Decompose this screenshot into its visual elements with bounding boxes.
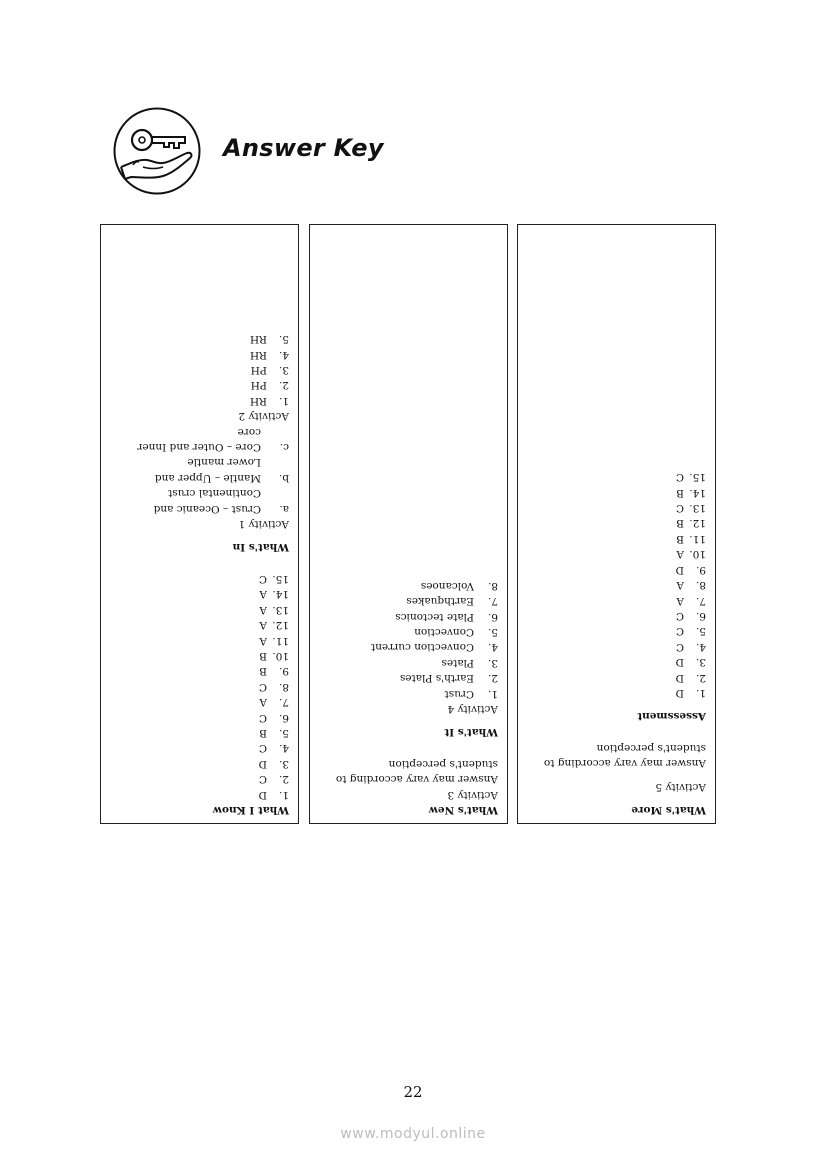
answer-number: 1. bbox=[487, 687, 498, 700]
answer-number: 3. bbox=[278, 364, 289, 377]
answer-number: 7. bbox=[278, 696, 289, 709]
answer-number: 7. bbox=[487, 595, 498, 608]
answer-item bbox=[527, 500, 706, 515]
answer-number: 1. bbox=[695, 686, 706, 699]
answer-value: A bbox=[259, 696, 267, 709]
answer-number: 4. bbox=[695, 640, 706, 653]
answer-number: 2. bbox=[695, 671, 706, 684]
answer-number: 5. bbox=[487, 625, 498, 638]
answer-number: 2. bbox=[487, 672, 498, 685]
answer-number: 9. bbox=[695, 563, 706, 576]
answer-value: B bbox=[676, 486, 684, 499]
answer-value: PH bbox=[250, 364, 267, 377]
answer-item bbox=[110, 632, 289, 647]
answer-item bbox=[527, 685, 706, 700]
answer-item bbox=[319, 654, 498, 669]
answer-value: Crust – Oceanic and Continental crust bbox=[153, 487, 261, 515]
answer-item bbox=[110, 346, 289, 361]
answer-item bbox=[110, 709, 289, 724]
answer-item bbox=[527, 669, 706, 684]
answer-item bbox=[110, 740, 289, 755]
answer-number: 15. bbox=[689, 471, 706, 484]
answer-item bbox=[110, 601, 289, 616]
page-number: 22 bbox=[403, 1083, 423, 1101]
answer-item bbox=[319, 639, 498, 654]
answer-value: D bbox=[675, 686, 684, 699]
answer-value: Earthquakes bbox=[406, 595, 474, 608]
answer-item bbox=[527, 515, 706, 530]
answer-item bbox=[527, 654, 706, 669]
answer-value: A bbox=[676, 594, 684, 607]
answer-item bbox=[110, 678, 289, 693]
answer-number: 3. bbox=[487, 656, 498, 669]
answer-number: 4. bbox=[278, 348, 289, 361]
answer-value: Mantle – Upper and Lower mantle bbox=[154, 456, 261, 484]
answer-value: PH bbox=[250, 379, 267, 392]
section-heading: What's It bbox=[444, 726, 498, 739]
answer-box-whats-more bbox=[517, 224, 716, 824]
answer-item bbox=[110, 771, 289, 786]
answer-value: A bbox=[259, 588, 267, 601]
answer-box-content bbox=[101, 225, 298, 823]
answer-item bbox=[527, 484, 706, 499]
answer-value: C bbox=[675, 471, 684, 484]
answer-text: Answer may vary according to student's perception bbox=[543, 741, 706, 770]
answer-item bbox=[110, 725, 289, 740]
answer-value: B bbox=[259, 665, 267, 678]
activity-label: Activity 2 bbox=[238, 410, 289, 423]
answer-box-whats-new bbox=[309, 224, 508, 824]
answer-letter: c. bbox=[279, 441, 289, 454]
answer-sublist bbox=[110, 423, 289, 515]
answer-value: B bbox=[676, 517, 684, 530]
answer-value: Volcanoes bbox=[420, 579, 474, 592]
answer-number: 2. bbox=[278, 773, 289, 786]
activity-label: Activity 1 bbox=[238, 518, 289, 531]
answer-item bbox=[319, 577, 498, 592]
answer-number: 8. bbox=[487, 579, 498, 592]
answer-number: 1. bbox=[278, 394, 289, 407]
watermark: www.modyul.online bbox=[340, 1126, 486, 1142]
answer-value: D bbox=[258, 788, 267, 801]
answer-value: Plates bbox=[441, 656, 474, 669]
answer-value: A bbox=[259, 603, 267, 616]
answer-number: 2. bbox=[278, 379, 289, 392]
answer-value: Core – Outer and Inner core bbox=[137, 425, 261, 454]
answer-number: 5. bbox=[278, 726, 289, 739]
answer-number: 4. bbox=[487, 641, 498, 654]
answer-value: C bbox=[258, 742, 267, 755]
page-title: Answer Key bbox=[223, 134, 384, 162]
answer-value: C bbox=[258, 711, 267, 724]
answer-number: 6. bbox=[278, 711, 289, 724]
answer-number: 6. bbox=[695, 609, 706, 622]
answer-item bbox=[527, 577, 706, 592]
answer-value: C bbox=[675, 502, 684, 515]
answer-subitem bbox=[110, 423, 289, 454]
answer-subitem bbox=[110, 485, 289, 516]
answer-item bbox=[110, 377, 289, 392]
answer-value: D bbox=[675, 656, 684, 669]
answer-number: 12. bbox=[272, 619, 289, 632]
answer-item bbox=[110, 755, 289, 770]
answer-value: Crust bbox=[444, 687, 474, 700]
answer-number: 13. bbox=[689, 502, 706, 515]
answer-letter: b. bbox=[278, 471, 289, 484]
answer-value: B bbox=[259, 649, 267, 662]
answer-value: Plate tectonics bbox=[395, 610, 474, 623]
answer-number: 3. bbox=[695, 656, 706, 669]
answer-value: C bbox=[258, 680, 267, 693]
answer-item bbox=[110, 694, 289, 709]
answer-number: 10. bbox=[689, 548, 706, 561]
answer-item bbox=[527, 546, 706, 561]
answer-number: 5. bbox=[695, 625, 706, 638]
answer-number: 10. bbox=[272, 649, 289, 662]
section-heading: What's In bbox=[232, 541, 289, 554]
answer-number: 11. bbox=[272, 634, 289, 647]
answer-item bbox=[319, 593, 498, 608]
answer-number: 8. bbox=[695, 579, 706, 592]
answer-item bbox=[319, 685, 498, 700]
answer-value: D bbox=[675, 671, 684, 684]
activity-label: Activity 5 bbox=[655, 780, 706, 793]
answer-value: C bbox=[258, 572, 267, 585]
answer-item bbox=[110, 648, 289, 663]
section-heading: What's New bbox=[428, 804, 498, 816]
answer-box-what-i-know bbox=[100, 224, 299, 824]
section-heading: Assessment bbox=[637, 710, 706, 723]
answer-letter: a. bbox=[279, 502, 289, 515]
answer-item bbox=[110, 617, 289, 632]
answer-number: 5. bbox=[278, 333, 289, 346]
answer-number: 4. bbox=[278, 742, 289, 755]
answer-number: 14. bbox=[689, 486, 706, 499]
answer-item bbox=[110, 663, 289, 678]
answer-value: C bbox=[675, 640, 684, 653]
answer-box-content bbox=[518, 225, 715, 823]
answer-value: A bbox=[676, 579, 684, 592]
answer-number: 6. bbox=[487, 610, 498, 623]
answer-item bbox=[319, 608, 498, 623]
answer-value: A bbox=[676, 548, 684, 561]
answer-number: 12. bbox=[689, 517, 706, 530]
answer-list bbox=[319, 577, 498, 700]
answer-number: 13. bbox=[272, 603, 289, 616]
answer-list bbox=[527, 469, 706, 700]
answer-value: RH bbox=[249, 394, 267, 407]
answer-value: C bbox=[675, 625, 684, 638]
answer-number: 7. bbox=[695, 594, 706, 607]
answer-list bbox=[110, 571, 289, 802]
answer-number: 15. bbox=[272, 572, 289, 585]
answer-value: C bbox=[258, 773, 267, 786]
answer-value: A bbox=[259, 634, 267, 647]
answer-value: C bbox=[675, 609, 684, 622]
answer-value: B bbox=[259, 726, 267, 739]
answer-item bbox=[527, 608, 706, 623]
answer-item bbox=[319, 624, 498, 639]
answer-number: 11. bbox=[689, 532, 706, 545]
answer-item bbox=[110, 586, 289, 601]
answer-value: RH bbox=[249, 348, 267, 361]
answer-value: A bbox=[259, 619, 267, 632]
answer-item bbox=[110, 786, 289, 801]
answer-number: 8. bbox=[278, 680, 289, 693]
answer-item bbox=[527, 592, 706, 607]
answer-item bbox=[527, 531, 706, 546]
activity-label: Activity 3 bbox=[447, 788, 498, 801]
answer-list bbox=[110, 331, 289, 408]
answer-item bbox=[527, 561, 706, 576]
answer-value: RH bbox=[249, 333, 267, 346]
answer-item bbox=[110, 571, 289, 586]
answer-value: Convection bbox=[414, 625, 474, 638]
activity-label: Activity 4 bbox=[447, 702, 498, 715]
answer-value: D bbox=[258, 757, 267, 770]
answer-item bbox=[110, 392, 289, 407]
answer-box-content bbox=[310, 225, 507, 823]
answer-number: 9. bbox=[278, 665, 289, 678]
answer-number: 14. bbox=[272, 588, 289, 601]
answer-item bbox=[527, 638, 706, 653]
answer-number: 3. bbox=[278, 757, 289, 770]
answer-item bbox=[527, 469, 706, 484]
answer-item bbox=[110, 362, 289, 377]
answer-subitem bbox=[110, 454, 289, 485]
answer-value: D bbox=[675, 563, 684, 576]
key-in-hand-icon bbox=[113, 107, 201, 195]
answer-value: Earth's Plates bbox=[399, 672, 474, 685]
answer-text: Answer may vary according to student's perception bbox=[335, 757, 498, 786]
answer-item bbox=[110, 331, 289, 346]
answer-item bbox=[319, 670, 498, 685]
answer-item bbox=[527, 623, 706, 638]
answer-value: Convection current bbox=[370, 641, 474, 654]
section-heading: What's More bbox=[631, 804, 706, 816]
section-heading: What I Know bbox=[212, 804, 289, 816]
answer-value: B bbox=[676, 532, 684, 545]
answer-number: 1. bbox=[278, 788, 289, 801]
